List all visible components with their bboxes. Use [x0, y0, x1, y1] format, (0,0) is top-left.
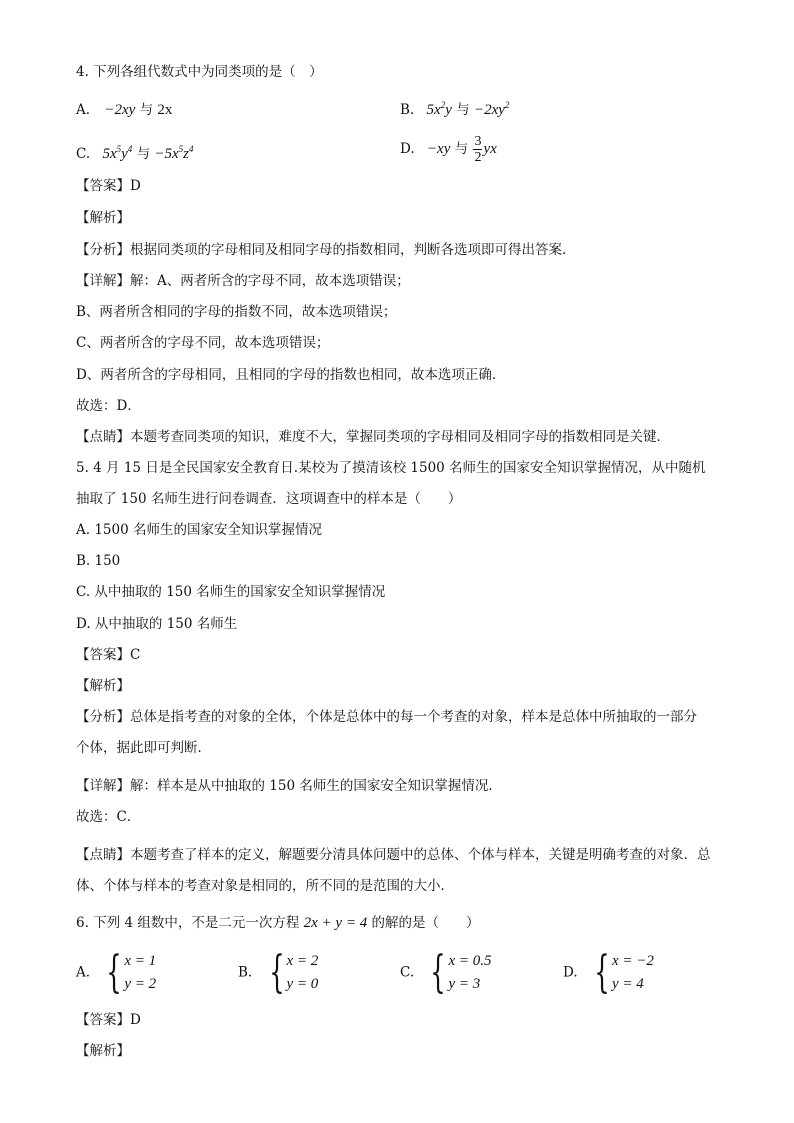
q5-option-d: D. 从中抽取的 150 名师生	[76, 616, 238, 632]
q4-fenxi: 【分析】根据同类项的字母相同及相同字母的指数相同，判断各选项即可得出答案．	[76, 242, 576, 258]
q4-choice: 故选：D．	[76, 398, 141, 414]
q6-option-c: C. { x = 0.5 y = 3	[400, 947, 492, 998]
q5-xiangjie: 【详解】解：样本是从中抽取的 150 名师生的国家安全知识掌握情况．	[76, 778, 502, 794]
q5-fenxi-line-2: 个体，据此即可判断．	[76, 740, 211, 756]
q6-answer: 【答案】D	[76, 1012, 141, 1028]
q4-option-c: C. $5x^5y^4$ 与 $-5x^5z^4$	[76, 144, 194, 162]
q5-analysis-heading: 【解析】	[76, 678, 130, 694]
q6-option-b-eq2: y = 0	[286, 976, 319, 992]
q4-option-d: D. −xy 与 $\frac{3}{2}$ yx	[400, 134, 497, 165]
q6-option-c-label: C.	[400, 964, 415, 981]
q6-stem-prefix: 6. 下列 4 组数中，不是二元一次方程	[76, 915, 300, 931]
q4-option-d-text: 与	[454, 141, 469, 157]
q4-stem: 4. 下列各组代数式中为同类项的是（ ）	[76, 64, 323, 80]
q6-option-a-eq2: y = 2	[124, 976, 157, 992]
q4-option-b: B. $5x^2y$ 与 $-2xy^2$	[400, 100, 510, 118]
q5-fenxi-line-1: 【分析】总体是指考查的对象的全体，个体是总体中的每一个考查的对象，样本是总体中所抽取的一部分	[76, 709, 697, 725]
q4-xiangjie-1: 【详解】解：A、两者所含的字母不同，故本选项错误；	[76, 273, 410, 289]
q4-option-d-label: D.	[400, 141, 415, 157]
q6-option-d-eq2: y = 4	[611, 976, 644, 992]
q5-option-b: B. 150	[76, 553, 121, 569]
q4-option-a: A. −2xy 与 2x	[76, 102, 173, 118]
q5-dianjing-line-2: 体、个体与样本的考查对象是相同的，所不同的是范围的大小．	[76, 878, 454, 894]
q6-option-b-label: B.	[238, 964, 253, 981]
q6-analysis-heading: 【解析】	[76, 1043, 130, 1059]
q6-option-d-label: D.	[563, 964, 578, 981]
q6-option-c-eq2: y = 3	[448, 976, 481, 992]
q6-option-a: A. { x = 1 y = 2	[76, 947, 157, 998]
fraction-three-halves: $\frac{3}{2}$	[474, 134, 482, 165]
q4-option-a-text: 与	[139, 102, 154, 118]
q6-option-a-label: A.	[76, 964, 91, 981]
q5-stem-line-1: 5. 4 月 15 日是全民国家安全教育日.某校为了摸清该校 1500 名师生的国家安全知识掌握情况，从中随机	[76, 460, 706, 476]
q4-option-c-label: C.	[76, 146, 91, 162]
q5-answer: 【答案】C	[76, 647, 141, 663]
q6-option-d-eq1: x = −2	[611, 953, 654, 969]
q4-answer: 【答案】D	[76, 178, 141, 194]
q4-analysis-heading: 【解析】	[76, 210, 130, 226]
q5-option-c: C. 从中抽取的 150 名师生的国家安全知识掌握情况	[76, 584, 386, 600]
q6-option-b: B. { x = 2 y = 0	[238, 947, 319, 998]
q6-equation: 2x + y = 4	[303, 915, 368, 931]
q4-xiangjie-2: B、两者所含相同的字母的指数不同，故本选项错误；	[76, 304, 397, 320]
q4-option-b-label: B.	[400, 102, 415, 118]
q6-option-c-eq1: x = 0.5	[448, 953, 492, 969]
q5-dianjing-line-1: 【点睛】本题考查了样本的定义，解题要分清具体问题中的总体、个体与样本，关键是明确考查的对象．总	[76, 847, 711, 863]
q6-option-a-eq1: x = 1	[124, 953, 157, 969]
q6-stem-suffix: 的解的是（ ）	[371, 915, 480, 931]
q4-xiangjie-4: D、两者所含的字母相同，且相同的字母的指数也相同，故本选项正确．	[76, 367, 506, 383]
q6-option-b-eq1: x = 2	[286, 953, 319, 969]
q5-option-a: A. 1500 名师生的国家安全知识掌握情况	[76, 522, 322, 538]
q4-xiangjie-3: C、两者所含的字母不同，故本选项错误；	[76, 335, 330, 351]
q6-stem	[76, 913, 480, 933]
q5-stem-line-2: 抽取了 150 名师生进行问卷调查．这项调查中的样本是（ ）	[76, 491, 462, 507]
q4-option-a-label: A.	[76, 102, 91, 118]
q4-option-c-text: 与	[136, 146, 151, 162]
q4-option-b-text: 与	[456, 102, 470, 118]
q6-option-d: D. { x = −2 y = 4	[563, 947, 654, 998]
q4-dianjing: 【点睛】本题考查同类项的知识，难度不大，掌握同类项的字母相同及相同字母的指数相同是关键．	[76, 429, 670, 445]
q5-choice: 故选：C．	[76, 809, 141, 825]
